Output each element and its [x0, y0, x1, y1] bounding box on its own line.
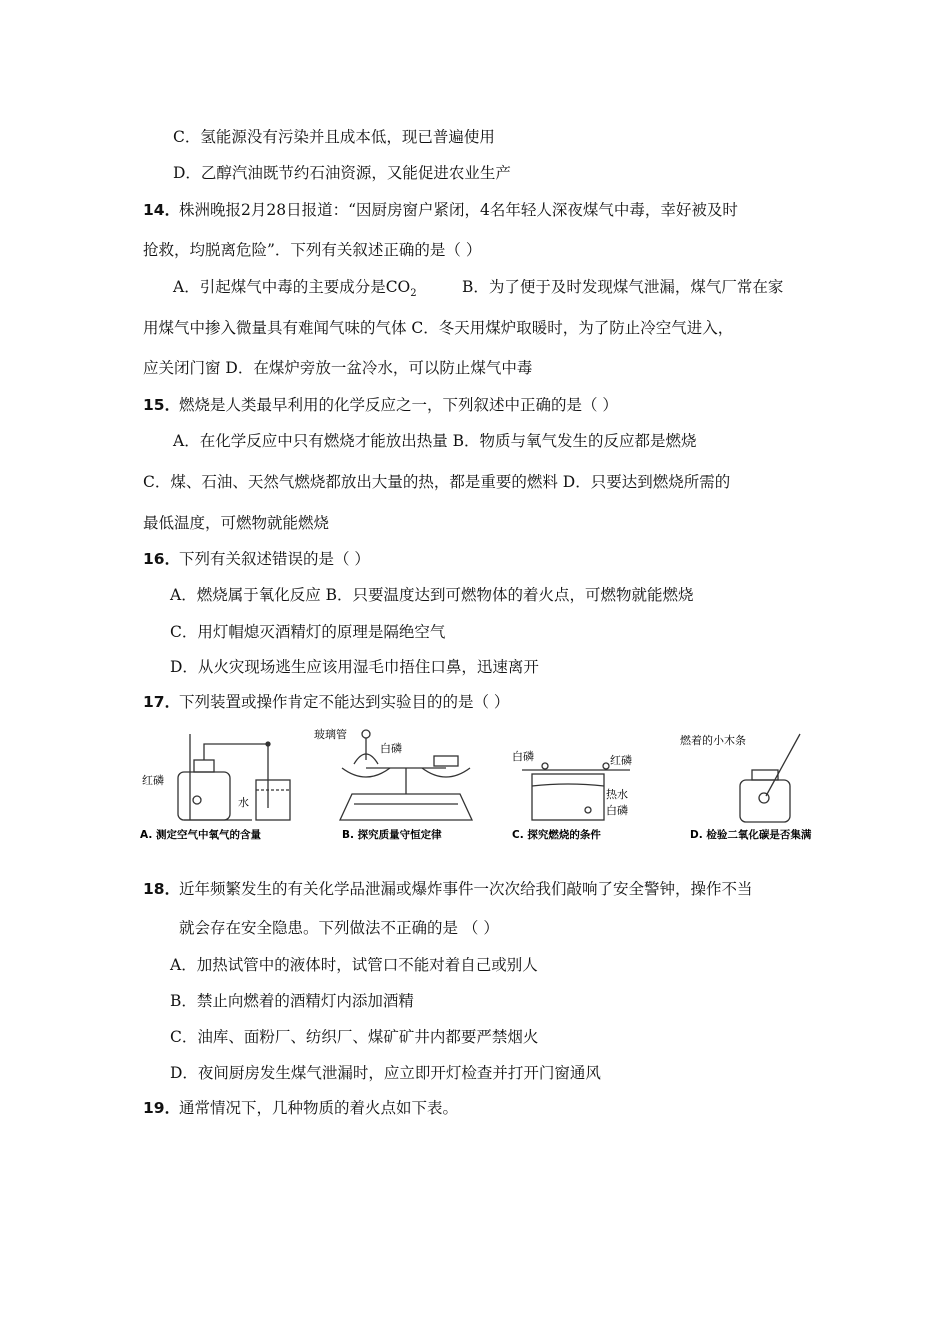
q14-option-b: B．为了便于及时发现煤气泄漏，煤气厂常在家 — [462, 278, 784, 296]
label-white-phosphorus-c-top: 白磷 — [512, 750, 534, 763]
q15-options-ab: A．在化学反应中只有燃烧才能放出热量 B．物质与氧气发生的反应都是燃烧 — [173, 432, 697, 450]
q17-stem: 下列装置或操作肯定不能达到实验目的的是（ ） — [179, 693, 510, 711]
q15-stem: 燃烧是人类最早利用的化学反应之一，下列叙述中正确的是（ ） — [179, 396, 618, 414]
q19-stem: 通常情况下，几种物质的着火点如下表。 — [179, 1099, 459, 1117]
q14-co2-subscript: 2 — [410, 288, 417, 300]
q18-number: 18． — [143, 880, 181, 898]
label-red-phosphorus-a: 红磷 — [142, 774, 164, 787]
q14-stem-line1: 株洲晚报2月28日报道：“因厨房窗户紧闭，4名年轻人深夜煤气中毒，幸好被及时 — [179, 201, 738, 219]
apparatus-d — [740, 734, 800, 822]
q14-stem-line2: 抢救，均脱离危险”．下列有关叙述正确的是（ ） — [143, 241, 482, 259]
label-glass-tube: 玻璃管 — [314, 728, 347, 741]
q16-options-ab: A．燃烧属于氧化反应 B．只要温度达到可燃物体的着火点，可燃物就能燃烧 — [170, 586, 694, 604]
q15-options-cd: C．煤、石油、天然气燃烧都放出大量的热，都是重要的燃料 D．只要达到燃烧所需的 — [143, 473, 731, 491]
q18-option-a: A．加热试管中的液体时，试管口不能对着自己或别人 — [170, 956, 538, 974]
caption-a: A. 测定空气中氧气的含量 — [140, 829, 261, 841]
caption-c: C. 探究燃烧的条件 — [512, 829, 601, 841]
q18-option-b: B．禁止向燃着的酒精灯内添加酒精 — [170, 992, 414, 1010]
label-white-phosphorus-c-bottom: 白磷 — [606, 804, 628, 817]
q18-stem-line1: 近年频繁发生的有关化学品泄漏或爆炸事件一次次给我们敲响了安全警钟，操作不当 — [179, 880, 753, 898]
q15-option-d-cont: 最低温度，可燃物就能燃烧 — [143, 514, 330, 532]
label-red-phosphorus-c: 红磷 — [610, 754, 632, 767]
q16-number: 16． — [143, 550, 181, 568]
label-hot-water: 热水 — [606, 788, 628, 801]
q16-option-c: C．用灯帽熄灭酒精灯的原理是隔绝空气 — [170, 623, 446, 641]
q14-option-a: A．引起煤气中毒的主要成分是$CO_2$ — [173, 278, 417, 300]
caption-b: B. 探究质量守恒定律 — [342, 829, 442, 841]
label-burning-stick: 燃着的小木条 — [680, 734, 746, 747]
q14-option-c-cont: 应关闭门窗 D．在煤炉旁放一盆冷水，可以防止煤气中毒 — [143, 359, 533, 377]
apparatus-a — [178, 734, 290, 820]
q17-apparatus-figure — [140, 724, 840, 848]
apparatus-drawing — [140, 724, 840, 848]
q17-number: 17． — [143, 693, 181, 711]
q19-number: 19． — [143, 1099, 181, 1117]
q16-stem: 下列有关叙述错误的是（ ） — [179, 550, 370, 568]
label-white-phosphorus-b: 白磷 — [380, 742, 402, 755]
apparatus-b — [340, 730, 472, 820]
caption-d: D. 检验二氧化碳是否集满 — [690, 829, 812, 841]
q15-number: 15． — [143, 396, 181, 414]
q13-option-d: D．乙醇汽油既节约石油资源，又能促进农业生产 — [173, 164, 511, 182]
q13-option-c: C．氢能源没有污染并且成本低，现已普遍使用 — [173, 128, 495, 146]
label-water: 水 — [238, 796, 249, 809]
q14-number: 14． — [143, 201, 181, 219]
q18-option-d: D．夜间厨房发生煤气泄漏时，应立即开灯检查并打开门窗通风 — [170, 1064, 601, 1082]
q16-option-d: D．从火灾现场逃生应该用湿毛巾捂住口鼻，迅速离开 — [170, 658, 539, 676]
q14-option-b-cont: 用煤气中掺入微量具有难闻气味的气体 C．冬天用煤炉取暖时，为了防止冷空气进入， — [143, 319, 734, 337]
q18-option-c: C．油库、面粉厂、纺织厂、煤矿矿井内都要严禁烟火 — [170, 1028, 539, 1046]
q18-stem-line2: 就会存在安全隐患。下列做法不正确的是 （ ） — [179, 919, 499, 937]
